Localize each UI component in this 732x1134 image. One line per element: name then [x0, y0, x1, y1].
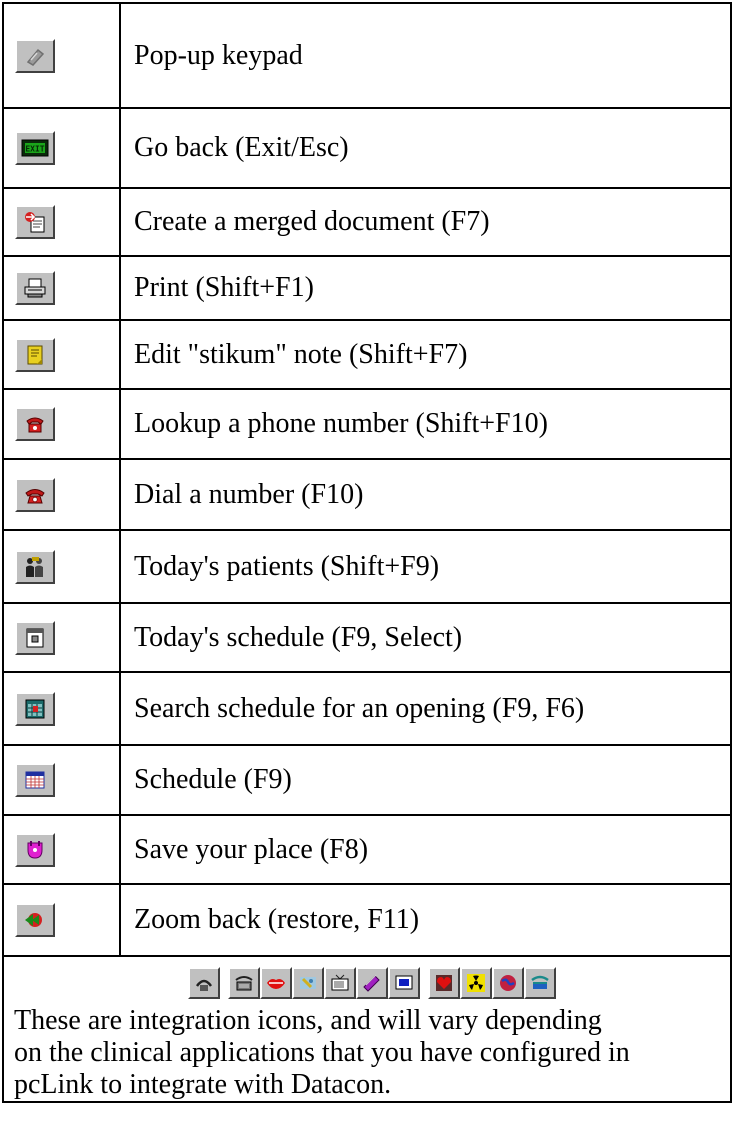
save-place-icon[interactable]	[15, 833, 55, 867]
exit-icon[interactable]	[15, 131, 55, 165]
heart-icon[interactable]	[428, 967, 460, 999]
legend-row	[3, 815, 731, 884]
lips-icon[interactable]	[260, 967, 292, 999]
legend-row	[3, 745, 731, 815]
integration-description	[14, 1005, 730, 1101]
icon-cell	[3, 603, 120, 672]
legend-label: Lookup a phone number (Shift+F10)	[120, 389, 731, 459]
phone-icon[interactable]	[188, 967, 220, 999]
legend-row	[3, 530, 731, 603]
legend-label: Search schedule for an opening (F9, F6)	[120, 672, 731, 745]
legend-label: Today's schedule (F9, Select)	[120, 603, 731, 672]
legend-label: Create a merged document (F7)	[120, 188, 731, 256]
legend-row	[3, 320, 731, 389]
legend-label: Go back (Exit/Esc)	[120, 108, 731, 188]
legend-row	[3, 459, 731, 530]
patients-icon[interactable]	[15, 550, 55, 584]
printer-icon[interactable]	[15, 271, 55, 305]
icon-cell	[3, 815, 120, 884]
legend-row	[3, 3, 731, 108]
pen-icon[interactable]	[356, 967, 388, 999]
legend-row	[3, 389, 731, 459]
legend-label: Zoom back (restore, F11)	[120, 884, 731, 956]
icon-legend-table	[2, 2, 732, 1103]
tv-icon[interactable]	[324, 967, 356, 999]
scanner-icon[interactable]	[524, 967, 556, 999]
search-schedule-icon[interactable]	[15, 692, 55, 726]
radiation-icon[interactable]	[460, 967, 492, 999]
zoom-back-icon[interactable]	[15, 903, 55, 937]
icon-cell	[3, 188, 120, 256]
description-line: on the clinical applications that you have configured in	[14, 1037, 630, 1068]
legend-row	[3, 188, 731, 256]
legend-row	[3, 108, 731, 188]
keypad-icon[interactable]	[15, 39, 55, 73]
legend-label: Pop-up keypad	[120, 3, 731, 108]
icon-cell	[3, 672, 120, 745]
icon-cell	[3, 884, 120, 956]
integration-group	[188, 967, 220, 999]
icon-cell	[3, 459, 120, 530]
phone-dial-icon[interactable]	[15, 478, 55, 512]
icon-cell	[3, 320, 120, 389]
schedule-grid-icon[interactable]	[15, 763, 55, 797]
description-line: These are integration icons, and will vary depending	[14, 1005, 602, 1036]
legend-label: Print (Shift+F1)	[120, 256, 731, 320]
legend-row	[3, 672, 731, 745]
legend-label: Save your place (F8)	[120, 815, 731, 884]
merge-document-icon[interactable]	[15, 205, 55, 239]
description-line: pcLink to integrate with Datacon.	[14, 1069, 392, 1100]
legend-row	[3, 256, 731, 320]
icon-cell	[3, 256, 120, 320]
legend-row	[3, 884, 731, 956]
legend-row	[3, 603, 731, 672]
sticky-note-icon[interactable]	[15, 338, 55, 372]
legend-label: Schedule (F9)	[120, 745, 731, 815]
icon-cell	[3, 3, 120, 108]
today-schedule-icon[interactable]	[15, 621, 55, 655]
monitor-icon[interactable]	[388, 967, 420, 999]
legend-label: Dial a number (F10)	[120, 459, 731, 530]
camera-icon[interactable]	[292, 967, 324, 999]
footer-cell	[3, 956, 731, 1102]
icon-cell	[3, 389, 120, 459]
legend-footer-row	[3, 956, 731, 1102]
integration-toolbar	[14, 963, 730, 1003]
icon-cell	[3, 108, 120, 188]
legend-label: Today's patients (Shift+F9)	[120, 530, 731, 603]
phone-lookup-icon[interactable]	[15, 407, 55, 441]
icon-cell	[3, 530, 120, 603]
svg-text:EXIT: EXIT	[25, 144, 45, 154]
phone-fax-icon[interactable]	[228, 967, 260, 999]
icon-cell	[3, 745, 120, 815]
globe-icon[interactable]	[492, 967, 524, 999]
integration-group	[228, 967, 420, 999]
integration-group	[428, 967, 556, 999]
legend-label: Edit "stikum" note (Shift+F7)	[120, 320, 731, 389]
